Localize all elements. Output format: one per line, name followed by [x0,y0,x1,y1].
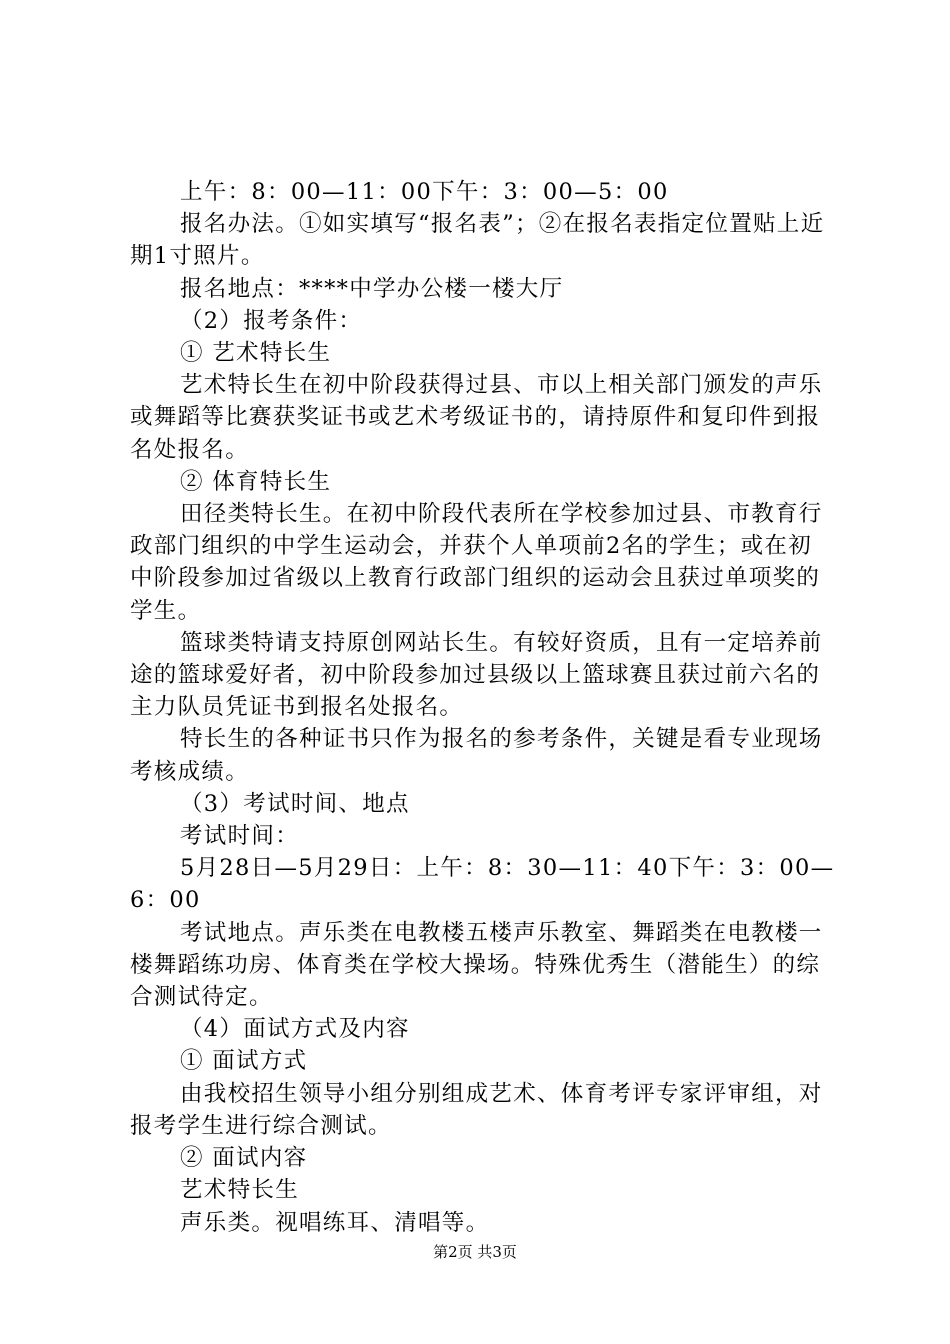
label-art-specialty: 艺术特长生 [180,1177,300,1204]
label-exam-time: 考试时间： [180,823,300,850]
subheading-art-specialty: ① 艺术特长生 [180,340,332,367]
paragraph-vocal-category: 声乐类。视唱练耳、清唱等。 [180,1209,490,1236]
section-heading-interview: （4）面试方式及内容 [180,1016,410,1043]
page-number-footer: 第2页 共3页 [433,1243,517,1261]
paragraph-registration-method: 报名办法。①如实填写“报名表”；②在报名表指定位置贴上近期1寸照片。 [130,211,825,270]
paragraph-track-field: 田径类特长生。在初中阶段代表所在学校参加过县、市教育行政部门组织的中学生运动会，并获个人单项前2名的学生；或在初中阶段参加过省级以上教育行政部门组织的运动会且获过单项奖的学生。 [130,501,823,624]
paragraph-interview-method: 由我校招生领导小组分别组成艺术、体育考评专家评审组，对报考学生进行综合测试。 [130,1080,823,1139]
paragraph-registration-location: 报名地点：****中学办公楼一楼大厅 [180,275,564,302]
paragraph-art-specialty: 艺术特长生在初中阶段获得过县、市以上相关部门颁发的声乐或舞蹈等比赛获奖证书或艺术考级证书的，请持原件和复印件到报名处报名。 [130,372,823,463]
subheading-interview-content: ② 面试内容 [180,1145,308,1172]
paragraph-registration-hours: 上午：8：00—11：00下午：3：00—5：00 [180,179,669,205]
paragraph-basketball: 篮球类特请支持原创网站长生。有较好资质，且有一定培养前途的篮球爱好者，初中阶段参加过县级以上篮球赛且获过前六名的主力队员凭证书到报名处报名。 [130,629,823,721]
section-heading-exam-time-place: （3）考试时间、地点 [180,790,410,817]
subheading-interview-method: ① 面试方式 [180,1048,308,1075]
paragraph-certificate-note: 特长生的各种证书只作为报名的参考条件，关键是看专业现场考核成绩。 [130,726,823,785]
paragraph-exam-location: 考试地点。声乐类在电教楼五楼声乐教室、舞蹈类在电教楼一楼舞蹈练功房、体育类在学校大操场。特殊优秀生（潜能生）的综合测试待定。 [130,919,823,1011]
subheading-sports-specialty: ② 体育特长生 [180,468,332,495]
section-heading-requirements: （2）报考条件： [180,307,363,334]
document-body [130,176,835,1239]
paragraph-exam-dates: 5月28日—5月29日：上午：8：30—11：40下午：3：00—6：00 [130,855,835,914]
